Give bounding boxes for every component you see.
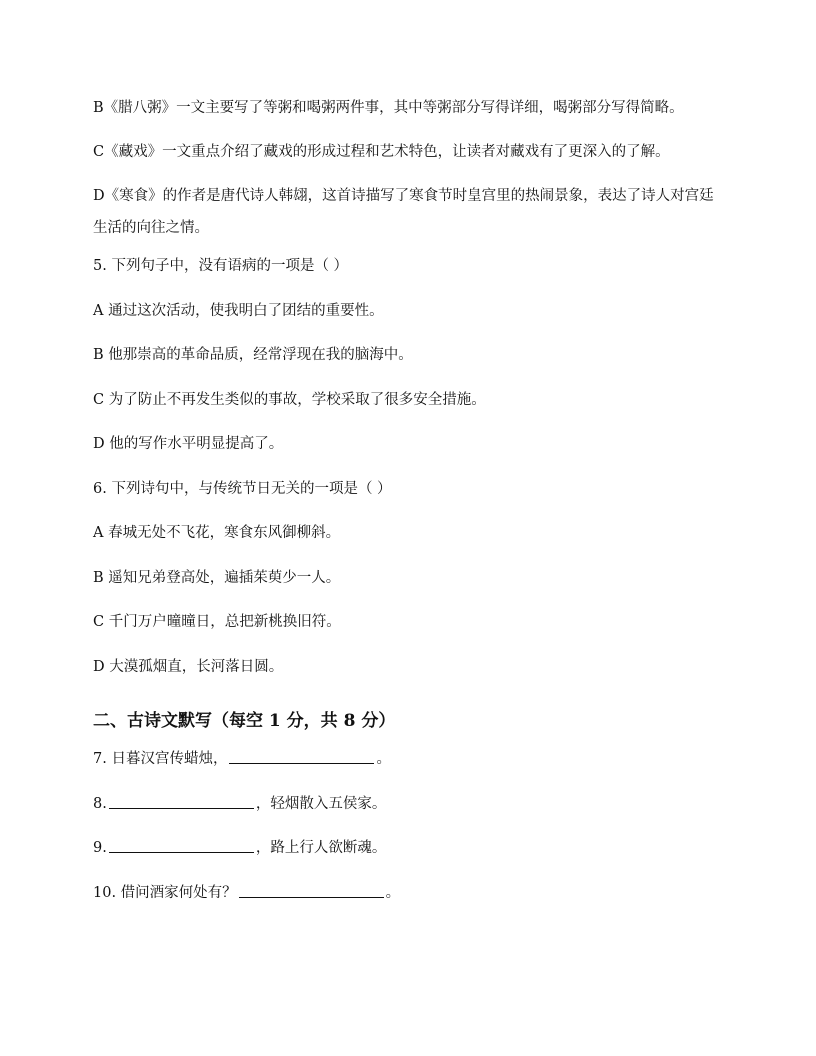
fill-suffix: ，轻烟散入五侯家。: [255, 795, 387, 812]
section-heading: [93, 709, 723, 733]
q5-option-b: B 他那崇高的革命品质，经常浮现在我的脑海中。: [93, 347, 413, 363]
option-d-paragraph: D《寒食》的作者是唐代诗人韩翃，这首诗描写了寒食节时皇宫里的热闹景象，表达了诗人对宫廷生活的向往之情。: [93, 188, 714, 236]
fill-item-7: [93, 749, 723, 794]
section-note: （每空 1 分，共 8 分）: [212, 711, 396, 731]
question-5: 5. 下列句子中，没有语病的一项是（ ）: [93, 258, 349, 274]
fill-suffix: ，路上行人欲断魂。: [255, 840, 387, 856]
q5-option-a: A 通过这次活动，使我明白了团结的重要性。: [93, 302, 384, 319]
answer-blank[interactable]: [109, 794, 254, 809]
answer-blank[interactable]: [109, 838, 254, 853]
option-c-paragraph: C《藏戏》一文重点介绍了藏戏的形成过程和艺术特色，让读者对藏戏有了更深入的了解。: [93, 144, 670, 160]
question-6: 6. 下列诗句中，与传统节日无关的一项是（ ）: [93, 480, 392, 497]
q6-option-c: C 千门万户曈曈日，总把新桃换旧符。: [93, 614, 341, 630]
fill-item-10: [93, 883, 723, 928]
fill-item-9: [93, 838, 723, 883]
fill-suffix: 。: [385, 884, 401, 901]
q6-option-b: B 遥知兄弟登高处，遍插茱萸少一人。: [93, 569, 341, 586]
option-b-paragraph: B《腊八粥》一文主要写了等粥和喝粥两件事，其中等粥部分写得详细，喝粥部分写得简略。: [93, 100, 684, 116]
q6-option-a: A 春城无处不飞花，寒食东风御柳斜。: [93, 525, 341, 541]
fill-prefix: 7. 日暮汉宫传蜡烛，: [93, 751, 228, 767]
answer-blank[interactable]: [229, 749, 374, 764]
fill-prefix: 10. 借问酒家何处有？: [93, 884, 237, 901]
fill-prefix: 9.: [93, 840, 107, 856]
document-page: [93, 92, 723, 927]
fill-prefix: 8.: [93, 795, 107, 812]
fill-item-8: [93, 794, 723, 839]
section-title: 二、古诗文默写: [93, 711, 212, 731]
q5-option-c: C 为了防止不再发生类似的事故，学校采取了很多安全措施。: [93, 391, 486, 408]
q5-option-d: D 他的写作水平明显提高了。: [93, 436, 284, 452]
fill-suffix: 。: [376, 751, 391, 767]
q6-option-d: D 大漠孤烟直，长河落日圆。: [93, 658, 284, 675]
answer-blank[interactable]: [239, 883, 384, 898]
